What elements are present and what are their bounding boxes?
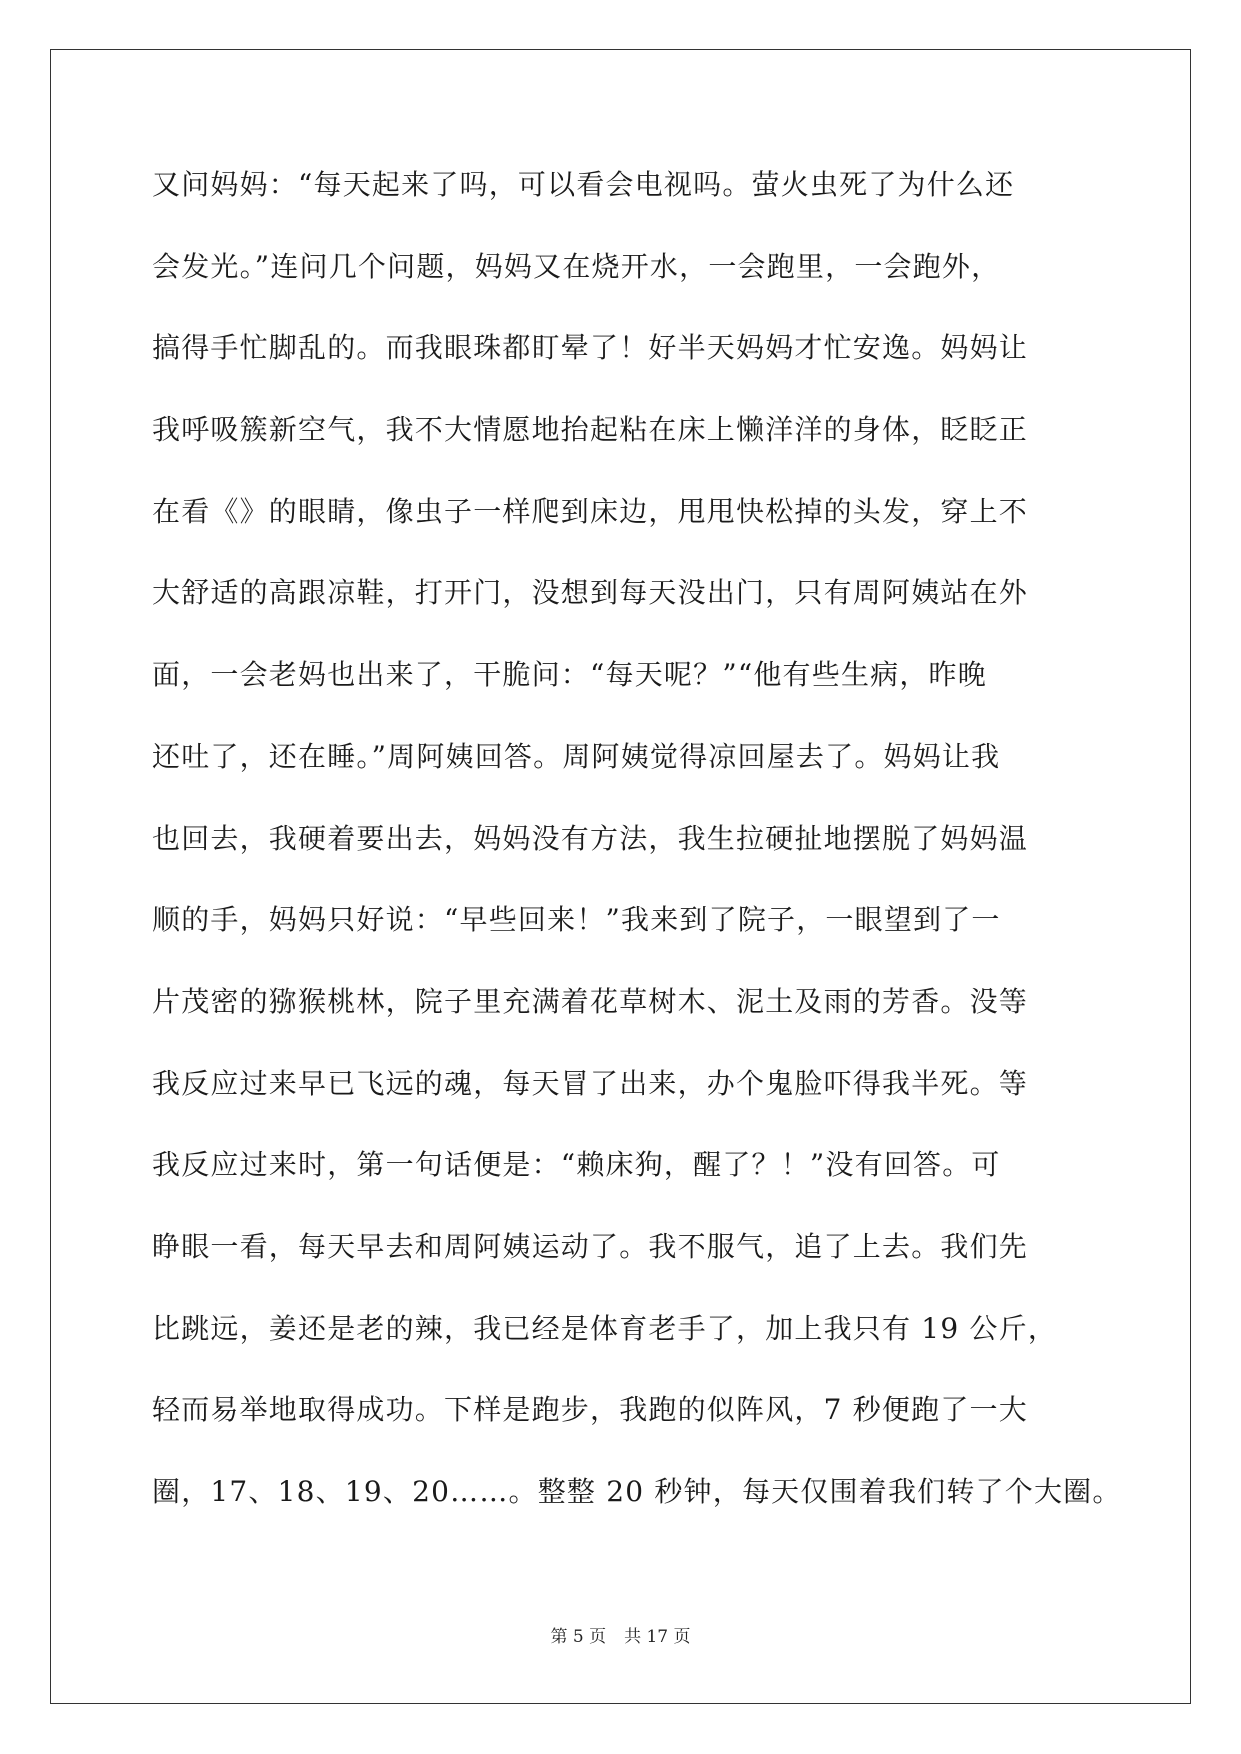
text-line: 又问妈妈：“每天起来了吗，可以看会电视吗。萤火虫死了为什么还	[152, 168, 1015, 201]
document-body	[152, 160, 1122, 1549]
text-line: 面，一会老妈也出来了，干脆问：“每天呢？”“他有些生病，昨晚	[152, 658, 987, 692]
text-line: 在看《》的眼睛，像虫子一样爬到床边，甩甩快松掉的头发，穿上不	[152, 494, 1029, 528]
text-line: 大舒适的高跟凉鞋，打开门，没想到每天没出门，只有周阿姨站在外	[152, 576, 1029, 610]
text-line: 我呼吸簇新空气，我不大情愿地抬起粘在床上懒洋洋的身体，眨眨正	[152, 413, 1029, 447]
text-line: 我反应过来早已飞远的魂，每天冒了出来，办个鬼脸吓得我半死。等	[152, 1066, 1029, 1100]
total-pages: 共 17 页	[624, 1627, 691, 1647]
text-line: 顺的手，妈妈只好说：“早些回来！”我来到了院子，一眼望到了一	[152, 903, 1001, 937]
text-line: 睁眼一看，每天早去和周阿姨运动了。我不服气，追了上去。我们先	[152, 1229, 1029, 1263]
page-footer	[0, 1626, 1241, 1648]
text-line: 搞得手忙脚乱的。而我眼珠都盯晕了！好半天妈妈才忙安逸。妈妈让	[152, 331, 1029, 365]
text-line: 轻而易举地取得成功。下样是跑步，我跑的似阵风，7 秒便跑了一大	[152, 1393, 1028, 1427]
text-line: 也回去，我硬着要出去，妈妈没有方法，我生拉硬扯地摆脱了妈妈温	[152, 821, 1029, 855]
text-line: 我反应过来时，第一句话便是：“赖床狗，醒了？！”没有回答。可	[152, 1148, 1001, 1182]
text-line: 会发光。”连问几个问题，妈妈又在烧开水，一会跑里，一会跑外，	[152, 249, 1001, 283]
text-line: 还吐了，还在睡。”周阿姨回答。周阿姨觉得凉回屋去了。妈妈让我	[152, 739, 1001, 773]
text-line: 片茂密的猕猴桃林，院子里充满着花草树木、泥土及雨的芳香。没等	[152, 984, 1029, 1018]
text-line: 比跳远，姜还是老的辣，我已经是体育老手了，加上我只有 19 公斤，	[152, 1311, 1058, 1345]
current-page-number: 第 5 页	[550, 1627, 607, 1647]
text-line: 圈，17、18、19、20……。整整 20 秒钟，每天仅围着我们转了个大圈。	[152, 1475, 1122, 1508]
